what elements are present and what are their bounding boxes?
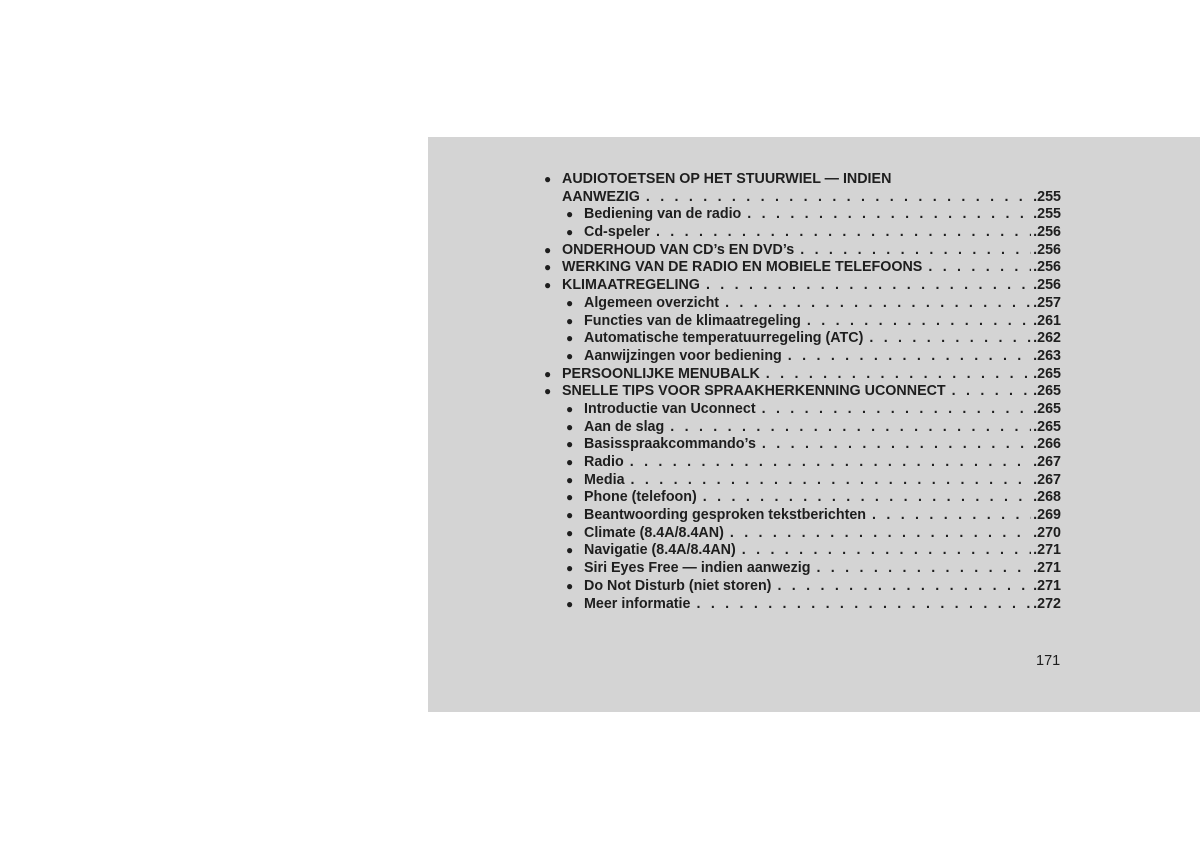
toc-entry-label: Introductie van Uconnect [584,400,756,417]
toc-entry-label: Aan de slag [584,418,665,435]
toc-subentry [541,542,1061,560]
dot-leader [706,277,1031,295]
toc-entry-label: ONDERHOUD VAN CD’s EN DVD’s [562,241,795,258]
bullet-icon: ● [544,278,552,293]
toc-entry-page: .256 [1033,224,1061,241]
toc-entry-page: .255 [1033,188,1061,205]
toc-entry-label: Aanwijzingen voor bediening [584,347,782,364]
toc-entry-label: KLIMAATREGELING [562,277,700,294]
toc-entry-page: .256 [1033,259,1061,276]
bullet-icon: ● [566,578,574,593]
toc-entry [541,242,1061,260]
toc-entry-label: Functies van de klimaatregeling [584,312,801,329]
toc-entry-page: .272 [1033,595,1061,612]
document-page [428,137,1200,712]
toc-entry-page: .262 [1033,330,1061,347]
toc-entry-label: Siri Eyes Free — indien aanwezig [584,560,811,577]
toc-entry-page: .265 [1033,383,1061,400]
bullet-icon: ● [544,366,552,381]
toc-entry-label: Beantwoording gesproken tekstberichten [584,507,867,524]
toc-subentry [541,578,1061,596]
toc-entry-page: .265 [1033,400,1061,417]
toc-entry-page: .271 [1033,560,1061,577]
dot-leader [762,436,1031,454]
dot-leader [952,383,1032,401]
toc-entry-page: .271 [1033,577,1061,594]
toc-entry-label: Basisspraakcommando’s [584,436,756,453]
dot-leader [725,295,1031,313]
toc-entry-label: AUDIOTOETSEN OP HET STUURWIEL — INDIEN [562,171,892,187]
toc-subentry [541,348,1061,366]
dot-leader [670,419,1031,437]
toc-entry-label: SNELLE TIPS VOOR SPRAAKHERKENNING UCONNECT [562,383,946,400]
toc-subentry [541,206,1061,224]
dot-leader [788,348,1031,366]
bullet-icon: ● [544,172,552,186]
bullet-icon: ● [566,419,574,434]
dot-leader [816,560,1031,578]
dot-leader [742,542,1031,560]
bullet-icon: ● [566,525,574,540]
bullet-icon: ● [566,596,574,611]
page-number: 171 [1036,653,1061,669]
toc-subentry [541,472,1061,490]
toc-entry-page: .261 [1033,312,1061,329]
dot-leader [762,401,1032,419]
toc-entry-label: Navigatie (8.4A/8.4AN) [584,542,736,559]
toc-entry-label: Radio [584,454,624,470]
toc-entry-label: WERKING VAN DE RADIO EN MOBIELE TELEFOONS [562,259,923,276]
toc-subentry [541,560,1061,578]
toc-entry-page: .270 [1033,524,1061,541]
dot-leader [703,489,1031,507]
dot-leader [869,330,1031,348]
toc-subentry [541,525,1061,543]
toc-subentry [541,224,1061,242]
bullet-icon: ● [566,225,574,240]
toc-entry-label: Cd-speler [584,224,650,241]
dot-leader [730,525,1031,543]
toc-subentry [541,596,1061,614]
toc-entry-page: .266 [1033,436,1061,453]
toc-entry-label: PERSOONLIJKE MENUBALK [562,365,760,382]
toc-entry [541,277,1061,295]
toc-subentry [541,401,1061,419]
bullet-icon: ● [566,455,574,469]
table-of-contents [541,171,1061,613]
bullet-icon: ● [566,295,574,310]
bullet-icon: ● [544,260,552,275]
toc-entry [541,366,1061,384]
toc-entry-page: .267 [1033,454,1061,470]
toc-entry-page: .256 [1033,277,1061,294]
toc-entry-label: AANWEZIG [562,188,640,205]
toc-subentry [541,295,1061,313]
toc-entry-page: .263 [1033,347,1061,364]
bullet-icon: ● [566,490,574,505]
toc-subentry [541,419,1061,437]
toc-entry-page: .267 [1033,471,1061,488]
toc-entry-page: .256 [1033,241,1061,258]
bullet-icon: ● [566,313,574,328]
dot-leader [766,366,1031,384]
toc-entry-page: .268 [1033,489,1061,506]
toc-entry-label: Algemeen overzicht [584,294,720,311]
toc-entry-label: Bediening van de radio [584,206,742,223]
dot-leader [656,224,1031,242]
bullet-icon: ● [566,348,574,363]
bullet-icon: ● [566,401,574,416]
toc-subentry [541,489,1061,507]
toc-entry [541,383,1061,401]
toc-entry [541,189,1061,207]
toc-subentry [541,313,1061,331]
bullet-icon: ● [566,508,574,523]
toc-entry-label: Meer informatie [584,595,691,612]
dot-leader [928,259,1031,277]
dot-leader [777,578,1031,596]
toc-subentry [541,454,1061,472]
bullet-icon: ● [566,331,574,346]
bullet-icon: ● [566,207,574,222]
toc-entry-page: .257 [1033,294,1061,311]
dot-leader [747,206,1031,224]
toc-entry-label: Media [584,471,625,488]
dot-leader [631,472,1032,490]
bullet-icon: ● [544,384,552,399]
toc-entry [541,259,1061,277]
toc-subentry [541,436,1061,454]
bullet-icon: ● [544,242,552,257]
toc-subentry [541,507,1061,525]
toc-entry-page: .269 [1033,507,1061,524]
dot-leader [800,242,1031,260]
toc-entry-label: Climate (8.4A/8.4AN) [584,524,724,541]
dot-leader [807,313,1031,331]
bullet-icon: ● [566,543,574,558]
toc-entry-label: Phone (telefoon) [584,489,697,506]
toc-entry-label: Automatische temperatuurregeling (ATC) [584,330,864,347]
toc-entry-page: .265 [1033,365,1061,382]
toc-entry-page: .255 [1033,206,1061,223]
toc-entry-label: Do Not Disturb (niet storen) [584,577,772,594]
toc-subentry [541,330,1061,348]
dot-leader [630,454,1031,472]
dot-leader [646,189,1031,207]
toc-entry-page: .271 [1033,542,1061,559]
bullet-icon: ● [566,561,574,576]
dot-leader [696,596,1031,614]
dot-leader [872,507,1031,525]
bullet-icon: ● [566,472,574,487]
bullet-icon: ● [566,437,574,452]
toc-entry-page: .265 [1033,418,1061,435]
toc-entry [541,171,1061,189]
